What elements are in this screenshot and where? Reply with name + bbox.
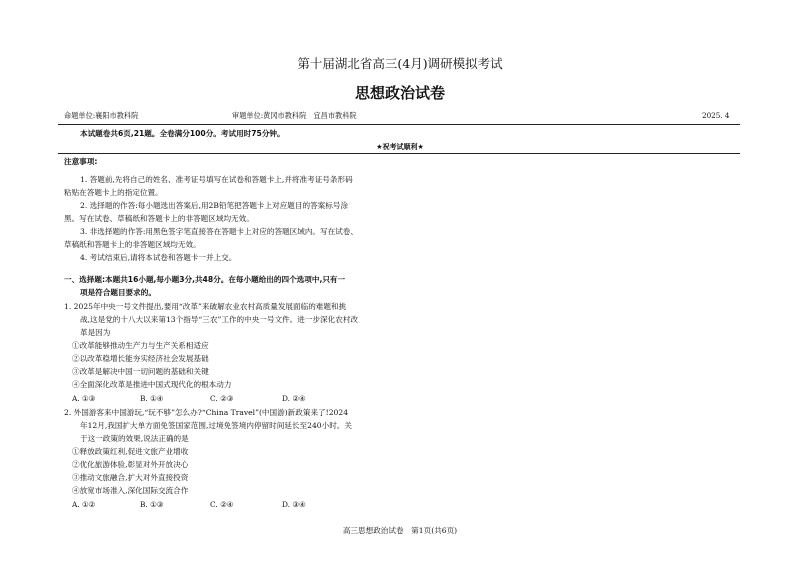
exam-summary: 本试题卷共6页,21题。全卷满分100分。考试用时75分钟。 [80,129,285,138]
section-heading: 一、选择题:本题共16小题,每小题3分,共48分。在每小题给出的四个选项中,只有一 [64,275,346,284]
note-line: 草稿纸和答题卡上的非答题区域均无效。 [64,240,201,249]
section-heading-cont: 项是符合题目要求的。 [80,288,156,297]
question-2-text: 年12月,我国扩大单方面免签国家范围,过境免签境内停留时间延长至240小时。关 [80,421,352,430]
page-footer: 高三思想政治试卷 第1页(共6页) [342,526,458,535]
q1-statement: ③改革是解决中国一切问题的基础和关键 [72,367,209,376]
subject-title: 思想政治试卷 [354,84,445,102]
q1-option-b: B. ①④ [140,394,164,403]
question-1-text: 1. 2025年中央一号文件提出,要用“改革”来破解农业农村高质量发展面临的难题和挑 [64,302,347,311]
q2-statement: ①释放政策红利,促进文旅产业增收 [72,447,189,456]
q1-option-d: D. ②④ [282,394,306,403]
note-line: 3. 非选择题的作答:用黑色签字笔直接答在答题卡上对应的答题区域内。写在试卷、 [80,227,358,236]
note-line: 2. 选择题的作答:每小题选出答案后,用2B铅笔把答题卡上对应题目的答案标号涂 [80,201,349,210]
q1-option-a: A. ①③ [72,394,96,403]
header-divider [58,124,740,125]
q1-statement: ①改革能够推动生产力与生产关系相适应 [72,341,209,350]
q2-option-a: A. ①② [72,500,96,509]
q1-statement: ②以改革稳增长能夯实经济社会发展基础 [72,354,209,363]
good-luck-text: ★祝考试顺利★ [376,143,424,151]
question-1-text: 革是因为 [80,328,111,337]
q1-option-c: C. ②③ [210,394,234,403]
reviewer-unit: 审题单位:黄冈市教科院 宜昌市教科院 [232,111,357,120]
notes-heading: 注意事项: [64,157,98,166]
intro-divider [58,153,740,154]
proposer-unit: 命题单位:襄阳市教科院 [64,111,139,120]
question-2-text: 于这一政策的效果,说法正确的是 [80,434,189,443]
exam-title: 第十届湖北省高三(4月)调研模拟考试 [297,56,503,71]
q2-option-b: B. ①③ [140,500,164,509]
q2-statement: ③推动文旅融合,扩大对外直接投资 [72,473,189,482]
exam-date: 2025. 4 [702,111,730,120]
question-2-text: 2. 外国游客来中国游玩,“玩不够”怎么办?“China Travel”(中国游)新政策来了!2024 [64,408,349,417]
note-line: 1. 答题前,先将自己的姓名、准考证号填写在试卷和答题卡上,并将准考证号条形码 [80,175,353,184]
q2-statement: ②优化旅游体验,彰显对外开放决心 [72,460,189,469]
q2-option-c: C. ②④ [210,500,234,509]
question-1-text: 战,这是党的十八大以来第13个指导“三农”工作的中央一号文件。进一步深化农村改 [80,315,359,324]
q1-statement: ④全面深化改革是推进中国式现代化的根本动力 [72,380,232,389]
note-line: 黑。写在试卷、草稿纸和答题卡上的非答题区域均无效。 [64,214,254,223]
q2-option-d: D. ③④ [282,500,306,509]
note-line: 4. 考试结束后,请将本试卷和答题卡一并上交。 [80,253,237,262]
q2-statement: ④放宽市场准入,深化国际交流合作 [72,486,189,495]
note-line: 粘贴在答题卡上的指定位置。 [64,188,163,197]
